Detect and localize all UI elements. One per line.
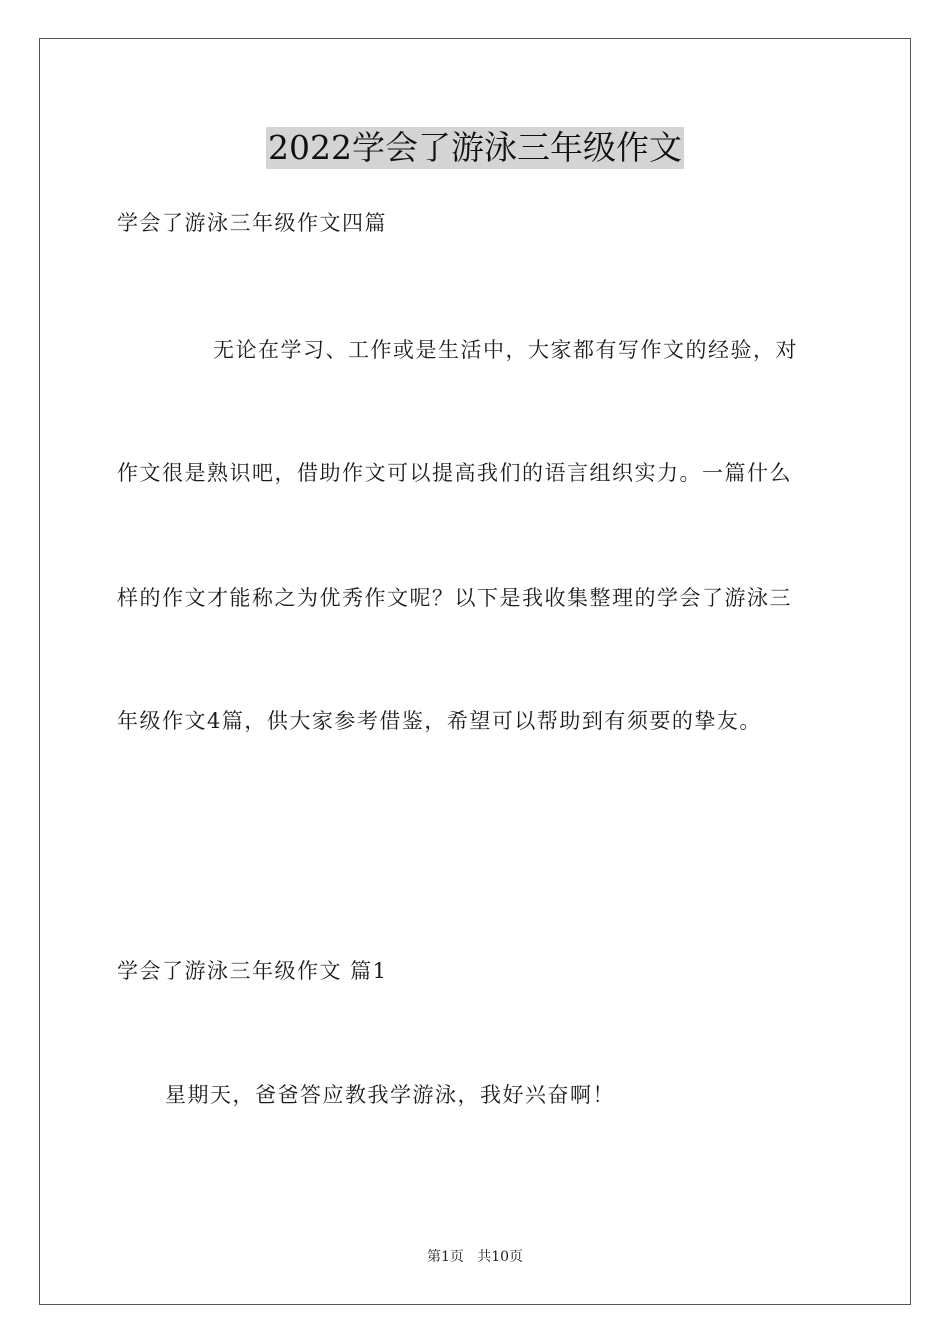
intro-paragraph-line-2: 作文很是熟识吧，借助作文可以提高我们的语言组织实力。一篇什么 [117, 461, 792, 485]
document-subtitle: 学会了游泳三年级作文四篇 [117, 211, 387, 235]
section-paragraph-line-1: 星期天，爸爸答应教我学游泳，我好兴奋啊！ [165, 1083, 615, 1107]
document-title: 2022学会了游泳三年级作文 [268, 128, 682, 167]
section-heading: 学会了游泳三年级作文 篇1 [117, 959, 388, 983]
intro-paragraph-line-4: 年级作文4篇，供大家参考借鉴，希望可以帮助到有须要的挚友。 [117, 709, 762, 733]
page-footer: 第1页 共10页 [426, 1249, 524, 1265]
intro-paragraph-line-1: 无论在学习、工作或是生活中，大家都有写作文的经验，对 [213, 338, 798, 362]
title-container [0, 127, 950, 169]
intro-paragraph-line-3: 样的作文才能称之为优秀作文呢？以下是我收集整理的学会了游泳三 [117, 586, 792, 610]
